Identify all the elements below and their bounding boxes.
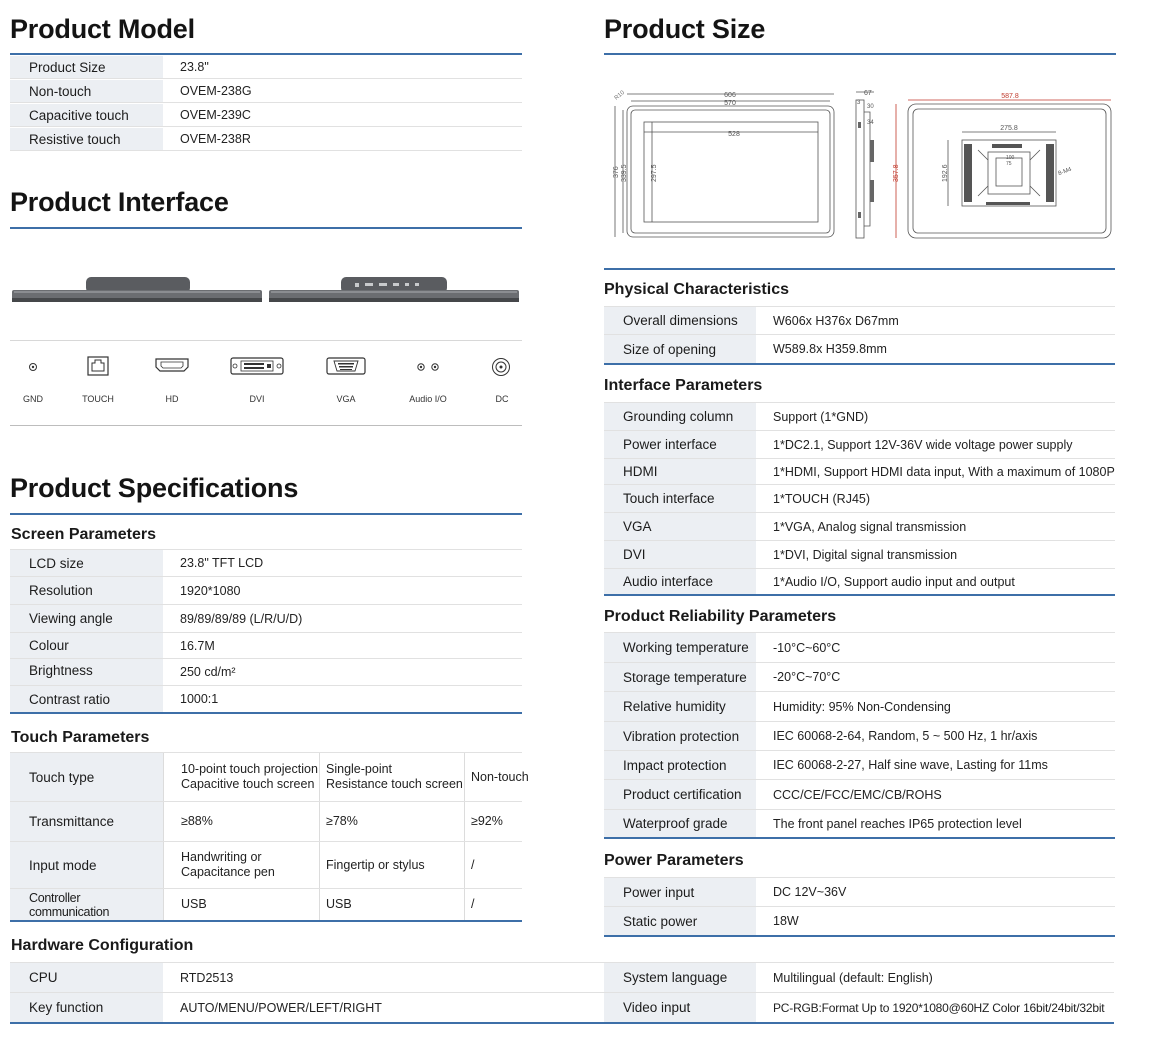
- row-value: 16.7M: [180, 638, 215, 653]
- row-value: 23.8": [180, 60, 209, 74]
- cell-resistive: Fingertip or stylus: [319, 842, 464, 888]
- table-row: [604, 810, 1115, 839]
- row-key: Relative humidity: [604, 692, 756, 721]
- row-value: -20°C~70°C: [773, 670, 841, 684]
- cell-resistive: Single-point Resistance touch screen: [319, 753, 464, 801]
- row-key: Resolution: [10, 577, 163, 604]
- row-value: 89/89/89/89 (L/R/U/D): [180, 611, 303, 626]
- row-value: AUTO/MENU/POWER/LEFT/RIGHT: [180, 1000, 382, 1015]
- vga-icon: [326, 357, 366, 375]
- table-row: [10, 104, 522, 127]
- row-key: Controller communication: [10, 889, 163, 920]
- row-key: VGA: [604, 513, 756, 540]
- table-row: [10, 993, 1114, 1024]
- row-value: OVEM-238R: [180, 132, 251, 146]
- row-key: Product Size: [10, 56, 163, 78]
- row-value: 1000:1: [180, 692, 219, 706]
- row-key: Audio interface: [604, 569, 756, 594]
- row-key: Power interface: [604, 431, 756, 458]
- port-label: DVI: [249, 394, 265, 404]
- row-key: Colour: [10, 633, 163, 658]
- monitor-bottom-view-right: [269, 276, 519, 304]
- row-value: -10°C~60°C: [773, 640, 841, 655]
- row-value: CCC/CE/FCC/EMC/CB/ROHS: [773, 787, 942, 802]
- row-key: Size of opening: [604, 335, 756, 363]
- dc-icon: [491, 357, 511, 377]
- row-value: 1*DVI, Digital signal transmission: [773, 547, 958, 562]
- cell-capacitive: Handwriting or Capacitance pen: [163, 842, 319, 888]
- table-row: [10, 56, 522, 79]
- cell-resistive: ≥78%: [319, 802, 464, 841]
- product-interface-title: Product Interface: [10, 187, 229, 217]
- table-row: [604, 780, 1115, 810]
- dim-back-bracket-h: 192.6: [942, 164, 949, 182]
- dim-front-height-outer: 376: [613, 166, 620, 178]
- row-value: 1*Audio I/O, Support audio input and output: [773, 574, 1015, 589]
- row-key: Waterproof grade: [604, 810, 756, 837]
- table-row: [10, 577, 522, 605]
- row-key: Vibration protection: [604, 722, 756, 750]
- row-key: Grounding column: [604, 403, 756, 430]
- port-label: GND: [23, 394, 43, 404]
- row-key: DVI: [604, 541, 756, 568]
- table-row: [604, 877, 1115, 907]
- cell-nontouch: /: [464, 842, 522, 888]
- row-key: Viewing angle: [10, 605, 163, 632]
- row-key: Overall dimensions: [604, 307, 756, 334]
- table-row: [604, 751, 1115, 780]
- product-interface-rule: [10, 227, 522, 229]
- table-row: [604, 663, 1115, 692]
- row-value: DC 12V~36V: [773, 885, 847, 899]
- dim-side-depth: 67: [864, 90, 872, 97]
- product-specifications-title: Product Specifications: [10, 473, 299, 503]
- product-model-title: Product Model: [10, 14, 195, 44]
- port-label: HD: [165, 394, 179, 404]
- table-row: [604, 541, 1115, 569]
- row-key: Key function: [10, 993, 163, 1022]
- table-row: [604, 431, 1115, 459]
- row-key: Video input: [604, 993, 756, 1022]
- product-model-rule: [10, 53, 522, 55]
- table-row: [10, 842, 522, 889]
- row-key: Static power: [604, 907, 756, 935]
- row-value: RTD2513: [180, 970, 234, 985]
- row-key: Touch interface: [604, 485, 756, 512]
- dim-back-vesa: 100: [1006, 155, 1015, 161]
- dim-back-vesa-b: 75: [1006, 161, 1012, 167]
- dim-side-b: 34: [867, 120, 874, 126]
- row-value: Support (1*GND): [773, 409, 869, 424]
- table-row: [10, 128, 522, 151]
- row-value: IEC 60068-2-64, Random, 5 ~ 500 Hz, 1 hr/axis: [773, 729, 1038, 743]
- row-value: 1*TOUCH (RJ45): [773, 491, 871, 506]
- row-key: Capacitive touch: [10, 104, 163, 126]
- table-row: [10, 80, 522, 103]
- hardware-configuration-title: Hardware Configuration: [11, 937, 194, 954]
- dim-back-width: 587.8: [1001, 93, 1019, 100]
- row-key: HDMI: [604, 459, 756, 484]
- table-row: [604, 632, 1115, 663]
- row-value: 18W: [773, 914, 799, 928]
- row-value: 250 cd/m²: [180, 665, 236, 679]
- dvi-icon: [230, 357, 284, 375]
- audio-icon: [416, 361, 440, 373]
- dim-front-height-mid: 339.5: [621, 164, 628, 182]
- product-size-rule: [604, 53, 1116, 55]
- dim-corner: R10: [613, 89, 626, 102]
- interface-parameters-title: Interface Parameters: [604, 377, 763, 394]
- hdmi-icon: [155, 357, 189, 373]
- table-row: [604, 306, 1115, 335]
- row-key: Touch type: [10, 753, 163, 801]
- cell-nontouch: /: [464, 889, 522, 920]
- table-row: [10, 686, 522, 714]
- row-value: 1*HDMI, Support HDMI data input, With a maximum of 1080P: [773, 464, 1115, 479]
- cell-nontouch: ≥92%: [464, 802, 522, 841]
- row-value: PC-RGB:Format Up to 1920*1080@60HZ Color 16bit/24bit/32bit: [773, 1000, 1105, 1015]
- row-key: Impact protection: [604, 751, 756, 779]
- table-row: [10, 802, 522, 842]
- table-row: [604, 692, 1115, 722]
- physical-characteristics-title: Physical Characteristics: [604, 281, 789, 298]
- table-row: [10, 549, 522, 577]
- dim-back-screw: 8-M4: [1057, 166, 1073, 178]
- dim-front-height-screen: 297.5: [651, 164, 658, 182]
- table-row: [10, 962, 1114, 993]
- interface-divider-bottom: [10, 425, 522, 426]
- dim-back-bracket: 275.8: [1000, 125, 1018, 132]
- dim-front-inner: 570: [724, 100, 736, 107]
- reliability-parameters-title: Product Reliability Parameters: [604, 608, 837, 625]
- row-value: The front panel reaches IP65 protection level: [773, 816, 1022, 831]
- interface-divider-top: [10, 340, 522, 341]
- row-value: 1920*1080: [180, 583, 241, 598]
- dim-side-c: 3: [857, 100, 861, 106]
- screen-parameters-title: Screen Parameters: [11, 526, 156, 543]
- row-key: Product certification: [604, 780, 756, 809]
- row-value: OVEM-239C: [180, 108, 251, 122]
- port-label: Audio I/O: [409, 394, 447, 404]
- table-row: [604, 402, 1115, 431]
- table-row: [10, 752, 529, 802]
- row-value: 1*DC2.1, Support 12V-36V wide voltage power supply: [773, 437, 1073, 452]
- row-key: Resistive touch: [10, 128, 163, 150]
- row-value: 23.8" TFT LCD: [180, 556, 264, 570]
- rj45-icon: [87, 356, 109, 376]
- row-key: System language: [604, 963, 756, 992]
- table-row: [604, 569, 1115, 596]
- table-row: [10, 659, 522, 686]
- table-row: [604, 459, 1115, 485]
- table-row: [604, 907, 1115, 937]
- dim-side-a: 30: [867, 104, 874, 110]
- row-value: 1*VGA, Analog signal transmission: [773, 519, 967, 534]
- row-key: Brightness: [10, 659, 163, 685]
- row-value: W589.8x H359.8mm: [773, 342, 887, 356]
- row-value: OVEM-238G: [180, 84, 252, 98]
- power-parameters-title: Power Parameters: [604, 852, 744, 869]
- row-key: LCD size: [10, 550, 163, 576]
- dim-back-height: 357.8: [893, 164, 900, 182]
- gnd-icon: [26, 360, 40, 374]
- row-key: Input mode: [10, 842, 163, 888]
- port-label: VGA: [336, 394, 356, 404]
- table-row: [604, 335, 1115, 365]
- table-row: [604, 485, 1115, 513]
- table-row: [10, 605, 522, 633]
- row-value: IEC 60068-2-27, Half sine wave, Lasting for 11ms: [773, 758, 1048, 772]
- table-row: [10, 889, 522, 922]
- cell-capacitive: ≥88%: [163, 802, 319, 841]
- row-value: Multilingual (default: English): [773, 970, 933, 985]
- row-key: Transmittance: [10, 802, 163, 841]
- row-key: Contrast ratio: [10, 686, 163, 712]
- cell-capacitive: USB: [163, 889, 319, 920]
- row-key: Power input: [604, 878, 756, 906]
- row-key: CPU: [10, 963, 163, 992]
- touch-parameters-title: Touch Parameters: [11, 729, 150, 746]
- cell-nontouch: Non-touch: [464, 753, 522, 801]
- row-value: W606x H376x D67mm: [773, 313, 899, 328]
- product-specifications-rule: [10, 513, 522, 515]
- port-label: TOUCH: [82, 394, 114, 404]
- port-label: DC: [495, 394, 509, 404]
- physical-rule: [604, 268, 1115, 270]
- table-row: [604, 722, 1115, 751]
- cell-capacitive: 10-point touch projection Capacitive touch screen: [163, 753, 319, 801]
- table-row: [10, 633, 522, 659]
- product-size-title: Product Size: [604, 14, 766, 44]
- dim-front-outer: 606: [724, 92, 736, 99]
- row-key: Non-touch: [10, 80, 163, 102]
- row-key: Working temperature: [604, 633, 756, 662]
- monitor-bottom-view-left: [12, 276, 262, 304]
- cell-resistive: USB: [319, 889, 464, 920]
- row-value: Humidity: 95% Non-Condensing: [773, 699, 951, 714]
- row-key: Storage temperature: [604, 663, 756, 691]
- dimension-drawing: [606, 82, 1116, 248]
- table-row: [604, 513, 1115, 541]
- dim-front-screen: 528: [728, 131, 740, 138]
